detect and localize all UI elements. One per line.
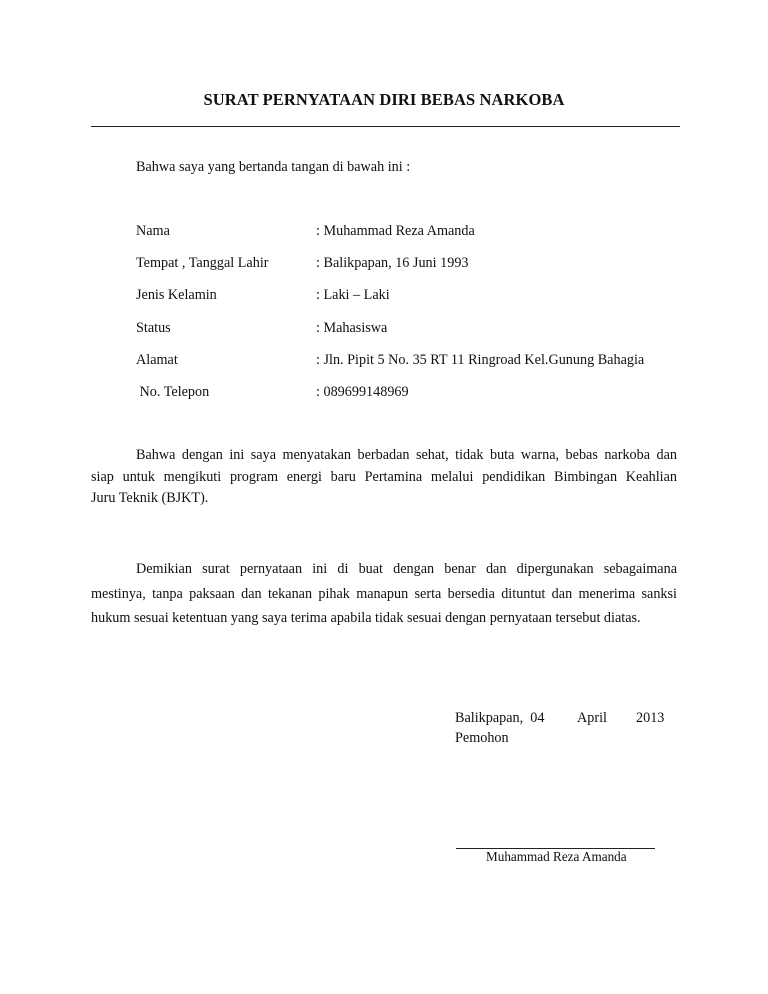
field-label-telepon: No. Telepon — [136, 384, 210, 400]
intro-text: Bahwa saya yang bertanda tangan di bawah ini : — [136, 159, 411, 175]
signature-name: Muhammad Reza Amanda — [486, 849, 627, 864]
signature-place-date: Balikpapan, 04 — [455, 710, 545, 726]
closing-paragraph — [91, 557, 677, 631]
paragraph-line: Juru Teknik (BJKT). — [91, 490, 209, 506]
field-label-status: Status — [136, 320, 171, 336]
field-value-nama: : Muhammad Reza Amanda — [316, 223, 475, 239]
statement-paragraph — [91, 445, 677, 510]
field-value-jenis-kelamin: : Laki – Laki — [316, 287, 390, 303]
signature-role: Pemohon — [455, 730, 509, 746]
title-underline — [91, 126, 680, 127]
field-label-nama: Nama — [136, 223, 170, 239]
field-value-status: : Mahasiswa — [316, 320, 388, 336]
field-value-telepon: : 089699148969 — [316, 384, 409, 400]
paragraph-line: siap untuk mengikuti program energi baru Pertamina melalui pendidikan Bimbingan Keahlian — [91, 468, 677, 485]
signature-year: 2013 — [636, 710, 665, 726]
field-label-ttl: Tempat , Tanggal Lahir — [136, 255, 269, 271]
field-label-alamat: Alamat — [136, 352, 178, 368]
signature-month: April — [577, 710, 607, 726]
paragraph-line: Demikian surat pernyataan ini di buat dengan benar dan dipergunakan sebagaimana — [136, 561, 677, 577]
paragraph-line: Bahwa dengan ini saya menyatakan berbadan sehat, tidak buta warna, bebas narkoba dan — [136, 447, 677, 463]
paragraph-line: mestinya, tanpa paksaan dan tekanan pihak manapun serta bersedia dituntut dan menerima sanksi — [91, 585, 677, 602]
field-value-ttl: : Balikpapan, 16 Juni 1993 — [316, 255, 469, 271]
field-label-jenis-kelamin: Jenis Kelamin — [136, 287, 217, 303]
paragraph-line: hukum sesuai ketentuan yang saya terima apabila tidak sesuai dengan pernyataan tersebut diatas. — [91, 610, 641, 626]
document-title: SURAT PERNYATAAN DIRI BEBAS NARKOBA — [203, 90, 565, 109]
field-value-alamat: : Jln. Pipit 5 No. 35 RT 11 Ringroad Kel.Gunung Bahagia — [316, 352, 645, 368]
